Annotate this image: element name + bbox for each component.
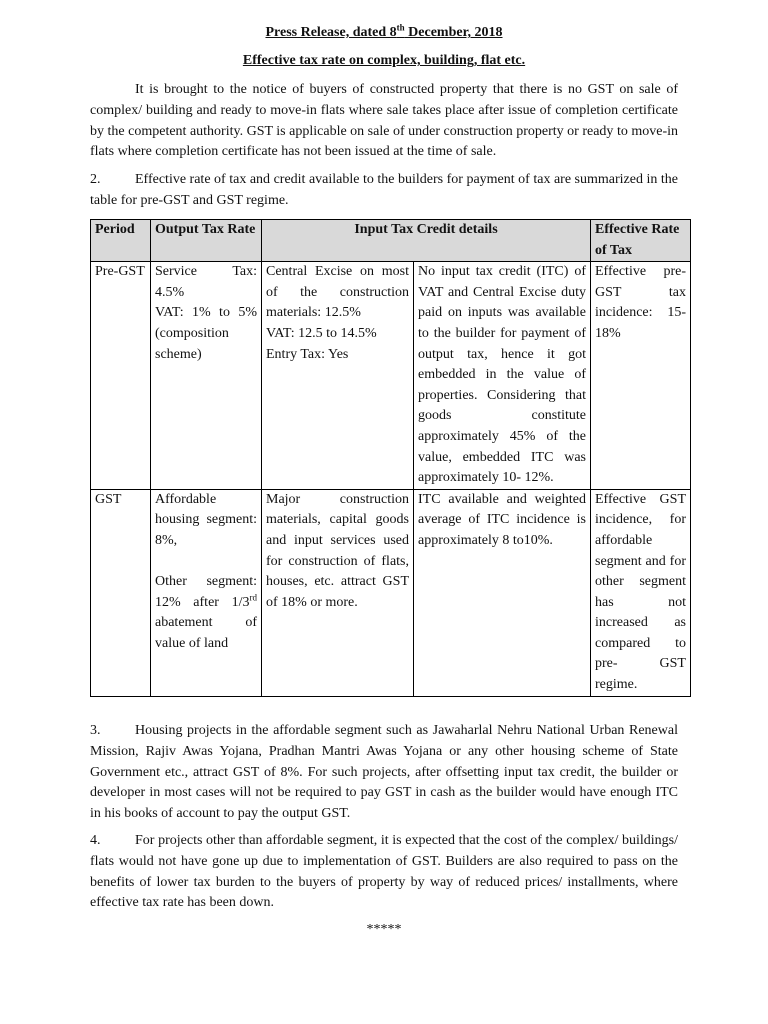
paragraph-2-number: 2. xyxy=(90,172,101,187)
paragraph-2-text: Effective rate of tax and credit available to the builders for payment of tax are summarized in the table for pre-GST and GST regime. xyxy=(90,172,678,208)
cell-itc-materials: Major construction materials, capital goods and input services used for construction of flats, houses, etc. attract GST of 18% or more. xyxy=(262,489,414,696)
header-input-tax-credit: Input Tax Credit details xyxy=(262,220,591,262)
paragraph-3-number: 3. xyxy=(90,723,101,738)
paragraph-4-number: 4. xyxy=(90,833,101,848)
tax-rate-table xyxy=(90,219,691,697)
end-marker: ***** xyxy=(366,922,402,937)
itc-line: Entry Tax: Yes xyxy=(266,346,349,362)
table-row-pre-gst xyxy=(91,262,691,490)
cell-itc-details: No input tax credit (ITC) of VAT and Central Excise duty paid on inputs was available to the builder for payment of output tax, hence it got embedded in the value of properties. Considering that goods constitute approximately 45% of the value, embedded ITC was approximately 10- 12%. xyxy=(414,262,591,490)
table-row-gst xyxy=(91,489,691,696)
table-header-row xyxy=(91,220,691,262)
cell-period: Pre-GST xyxy=(91,262,151,490)
cell-itc-details: ITC available and weighted average of ITC incidence is approximately 8 to10%. xyxy=(414,489,591,696)
header-output-tax-rate: Output Tax Rate xyxy=(151,220,262,262)
fraction-superscript: rd xyxy=(249,592,257,603)
header-period: Period xyxy=(91,220,151,262)
paragraph-1-text: It is brought to the notice of buyers of constructed property that there is no GST on sale of complex/ building and ready to move-in flats where sale takes place after issue of completion certificate by the competent authority. GST is applicable on sale of under construction property or ready to move-in flats where completion certificate has not been issued at the time of sale. xyxy=(90,82,678,160)
title-superscript: th xyxy=(396,22,405,33)
header-effective-rate: Effective Rate of Tax xyxy=(591,220,691,262)
paragraph-3 xyxy=(90,721,678,825)
paragraph-2 xyxy=(90,170,678,212)
cell-period: GST xyxy=(91,489,151,696)
output-line: Affordable housing segment: 8%, xyxy=(155,491,257,548)
cell-effective-rate: Effective GST incidence, for affordable segment and for other segment has not increased as compared to pre- GST regime. xyxy=(591,489,691,696)
cell-effective-rate: Effective pre-GST tax incidence: 15-18% xyxy=(591,262,691,490)
paragraph-4-text: For projects other than affordable segment, it is expected that the cost of the complex/ buildings/ flats would not have gone up due to implementation of GST. Builders are also required to pass on the benefits of lower tax burden to the buyers of property by way of reduced prices/ installments, where effective tax rate has been down. xyxy=(90,833,678,911)
itc-line: VAT: 12.5 to 14.5% xyxy=(266,325,377,341)
cell-itc-materials xyxy=(262,262,414,490)
output-line: Service Tax: 4.5% xyxy=(155,264,257,300)
cell-output-tax-rate xyxy=(151,262,262,490)
cell-output-tax-rate xyxy=(151,489,262,696)
page-title: Press Release, dated 8th December, 2018 xyxy=(265,22,503,40)
paragraph-1 xyxy=(90,80,678,163)
page-subtitle: Effective tax rate on complex, building, flat etc. xyxy=(242,53,526,68)
output-line: VAT: 1% to 5% (composition scheme) xyxy=(155,305,257,362)
paragraph-3-text: Housing projects in the affordable segment such as Jawaharlal Nehru National Urban Renewal Mission, Rajiv Awas Yojana, Pradhan Mantri Awas Yojana or any other housing scheme of State Government etc., attract GST of 8%. For such projects, after offsetting input tax credit, the builder or developer in most cases will not be required to pay GST in cash as the builder would have enough ITC in his books of account to pay the output GST. xyxy=(90,723,678,822)
output-line: Other segment: 12% after 1/3rd abatement of value of land xyxy=(155,574,257,651)
itc-line: Central Excise on most of the construction materials: 12.5% xyxy=(266,264,409,321)
paragraph-4 xyxy=(90,831,678,914)
